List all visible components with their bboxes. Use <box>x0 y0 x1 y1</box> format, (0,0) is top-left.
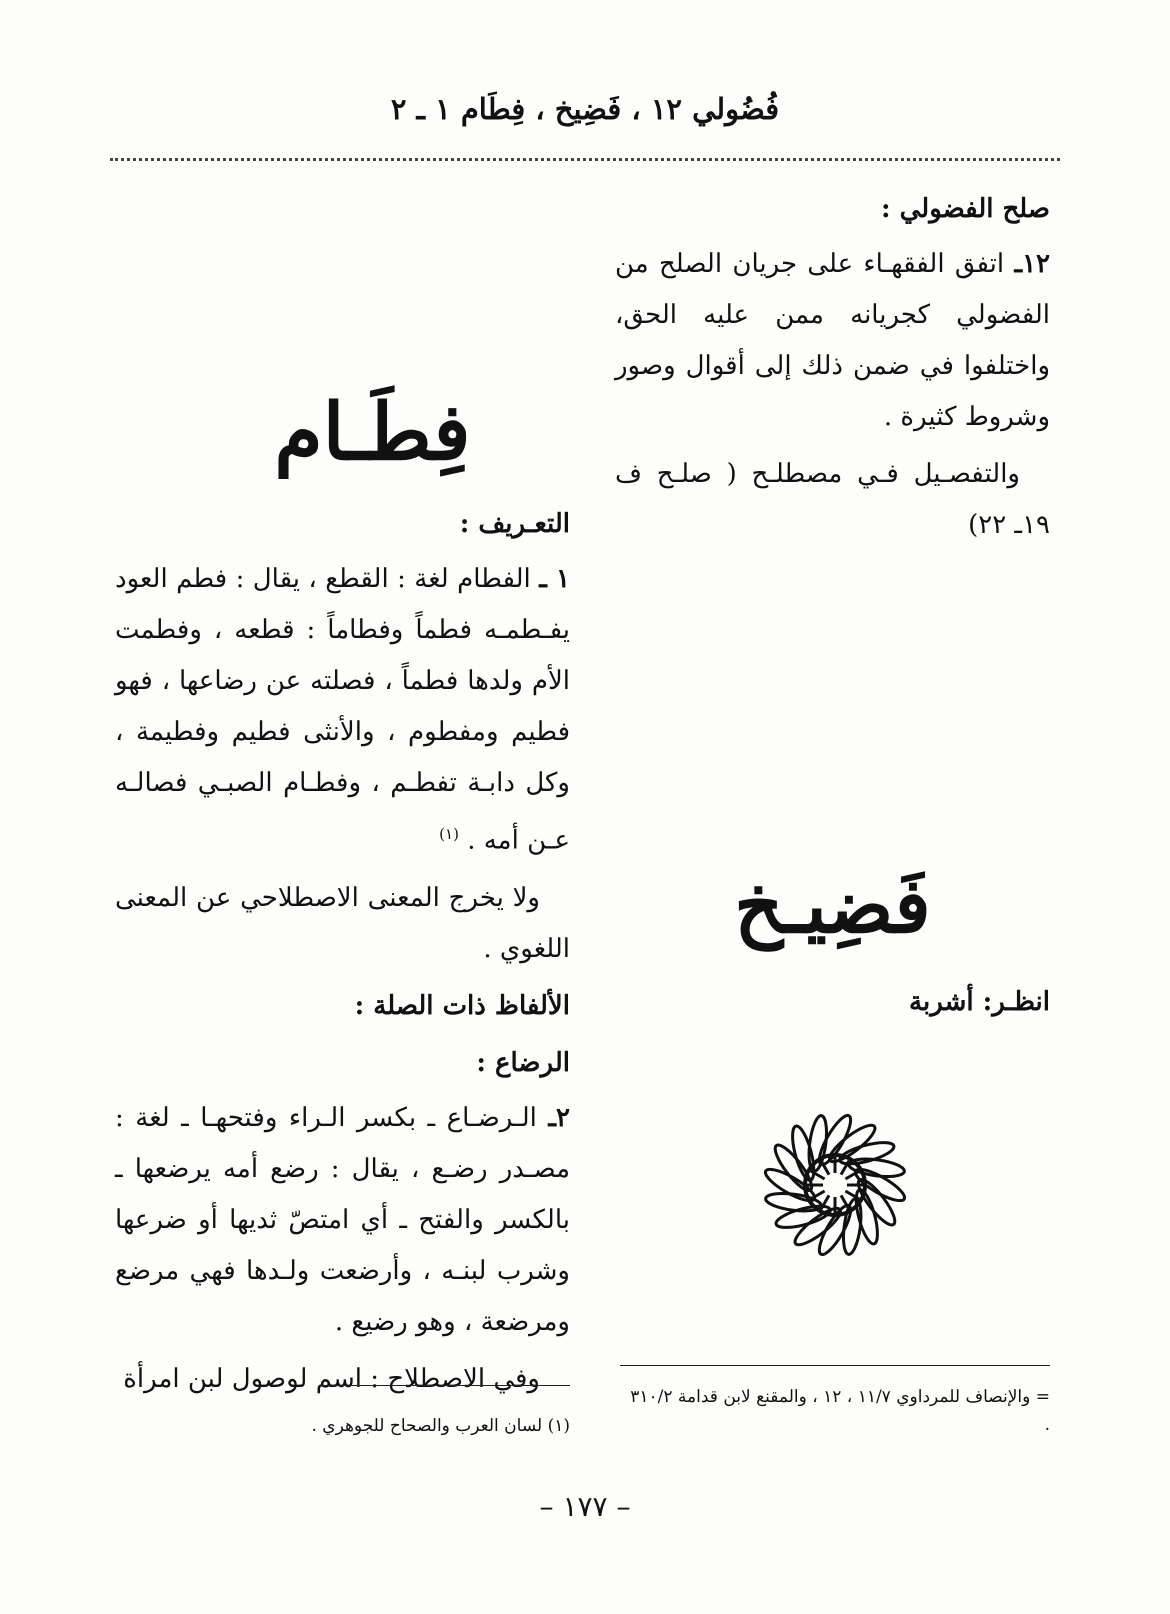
paragraph-number: ١٢ـ <box>1014 249 1050 279</box>
heading-related-terms: الألفاظ ذات الصلة : <box>354 990 570 1021</box>
page-number: – ١٧٧ – <box>539 1490 631 1523</box>
left-column <box>115 178 570 1411</box>
heading-definition: التعـريف : <box>459 509 570 539</box>
paragraph-detail-ref: والتفصـيل فـي مصطلـح ( صلـح ف ١٩ـ ٢٢) <box>615 459 1050 540</box>
entry-title-fadikh: فَضِيـخ <box>734 861 931 950</box>
page-header-title: فُضُولي ١٢ ، فَضِيخ ، فِطَام ١ ـ ٢ <box>390 92 780 126</box>
paragraph-2 <box>115 1093 570 1348</box>
paragraph-istilah: وفي الاصطلاح : اسم لوصول لبن امرأة <box>123 1363 540 1394</box>
header-dotted-rule <box>110 158 1060 161</box>
footnote-right: = والإنصاف للمرداوي ١١/٧ ، ١٢ ، والمقنع لابن قدامة ٣١٠/٢ . <box>630 1387 1050 1435</box>
see-also-label: انظـر: <box>982 987 1050 1017</box>
paragraph-text: الـرضـاع ـ بكسر الـراء وفتحهـا ـ لغة : مصـدر رضـع ، يقال : رضع أمه يرضعها ـ بالكسر والفتح ـ أي امتصّ ثديها أو ضرعها وشرب لبنـه ، وأرضعت ولـدها فهي مرضع ومرضعة ، وهو رضيع . <box>115 1102 570 1337</box>
see-also-line <box>615 977 1050 1028</box>
paragraph-12 <box>615 239 1050 443</box>
paragraph-number: ٢ـ <box>548 1102 570 1133</box>
footnote-left: (١) لسان العرب والصحاح للجوهري . <box>311 1416 570 1436</box>
paragraph-text: اتفق الفقهـاء على جريان الصلح من الفضولي كجريانه ممن عليه الحق، واختلفوا في ضمن ذلك إلى أقوال وصور وشروط كثيرة . <box>615 249 1050 432</box>
paragraph-number: ١ ـ <box>539 564 570 594</box>
see-also-target: أشربة <box>909 987 974 1017</box>
section-heading-sulh: صلح الفضولي : <box>880 194 1050 224</box>
footnote-reference: (١) <box>439 825 459 843</box>
heading-rida: الرضاع : <box>476 1047 570 1078</box>
footnote-rule-right <box>620 1365 1050 1366</box>
paragraph-term-meaning: ولا يخرج المعنى الاصطلاحي عن المعنى اللغوي . <box>115 882 570 964</box>
paragraph-text: الفطام لغة : القطع ، يقال : فطم العود يفـطمـه فطماً وفطاماً : قطعه ، وفطمت الأم ولدها فطماً ، فصلته عن رضاعها ، فهو فطيم ومفطوم ، والأنثى فطيم وفطيمة ، وكل دابـة تفطـم ، وفطـام الصبـي فصالـه عـن أمه . <box>115 564 570 856</box>
paragraph-1 <box>115 554 570 867</box>
ornament-svg <box>760 1110 910 1260</box>
entry-title-fitam: فِطَـام <box>274 387 471 478</box>
decorative-ornament-icon <box>760 1110 910 1260</box>
right-column <box>615 178 1050 1028</box>
footnote-rule-left <box>320 1385 570 1386</box>
